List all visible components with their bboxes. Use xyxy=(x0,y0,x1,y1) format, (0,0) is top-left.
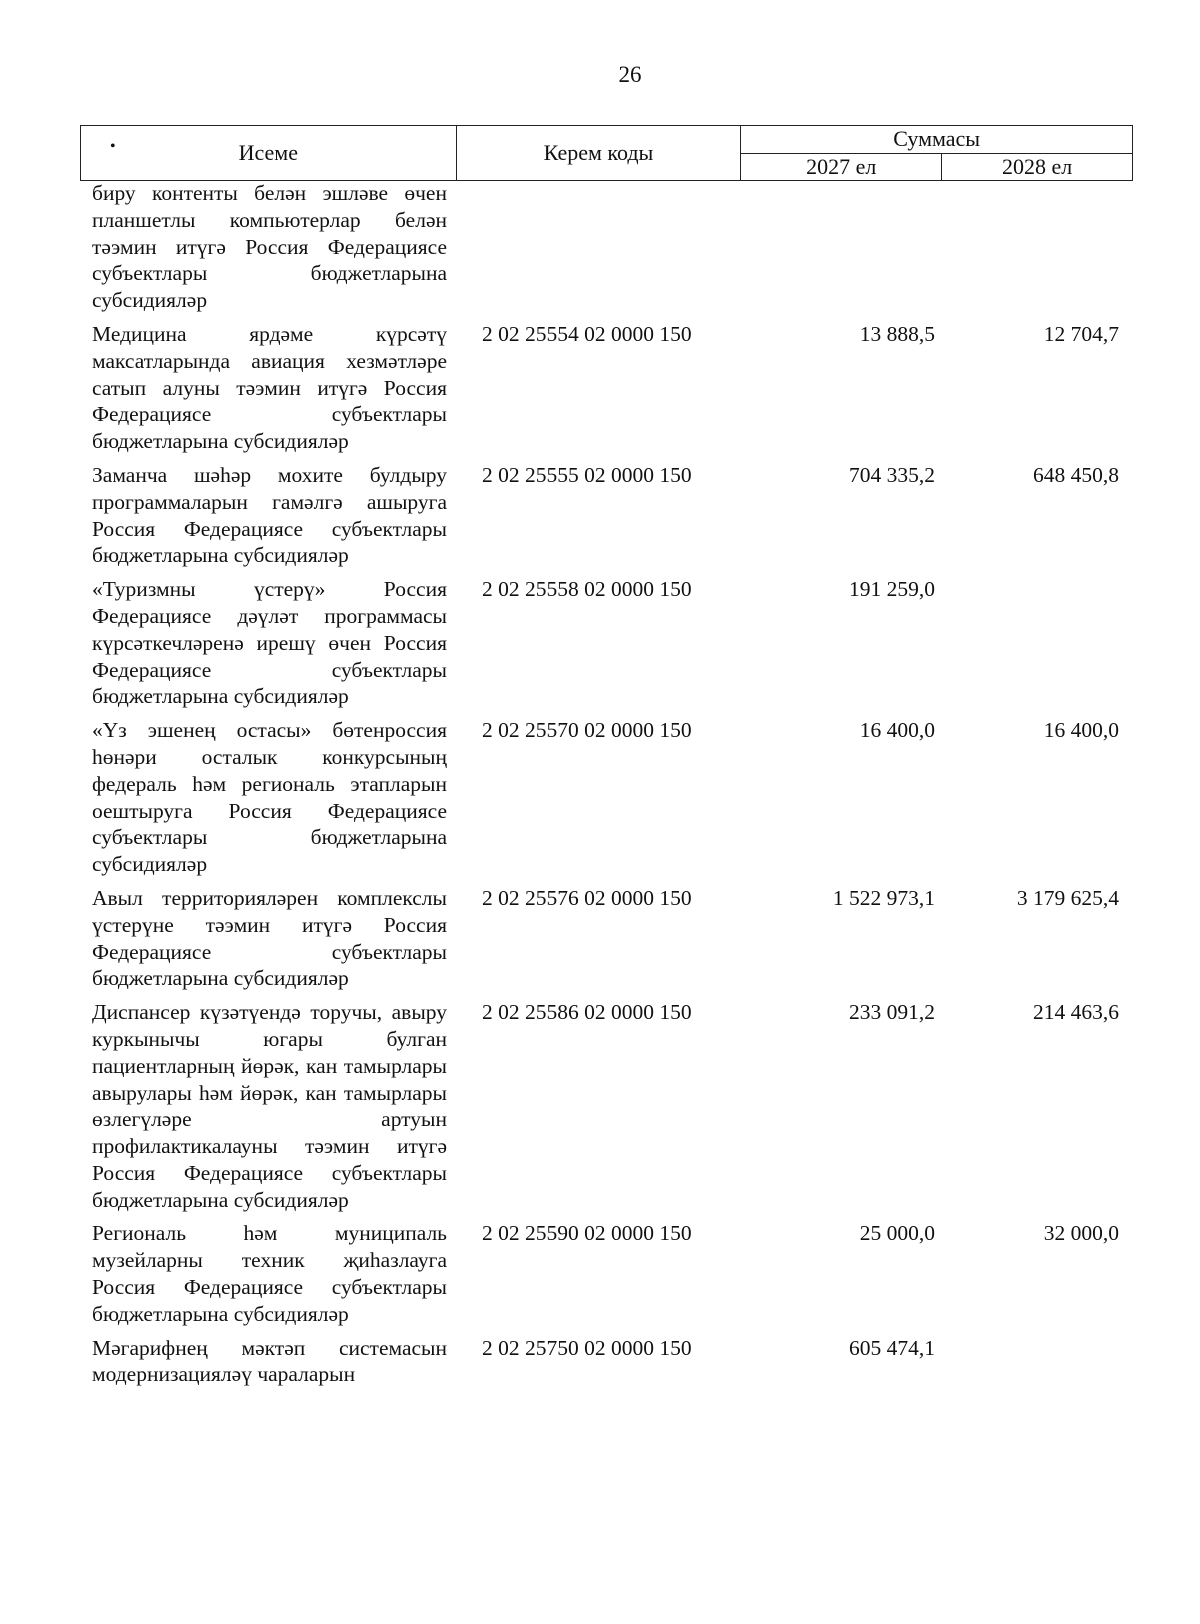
row-value-2028: 12 704,7 xyxy=(1043,321,1119,346)
row-code: 2 02 25570 02 0000 150 xyxy=(482,718,692,743)
row-code: 2 02 25590 02 0000 150 xyxy=(482,1221,692,1246)
row-value-2027: 191 259,0 xyxy=(849,577,935,602)
header-code: Керем коды xyxy=(456,126,741,181)
table-row xyxy=(0,1335,1200,1389)
row-value-2028: 648 450,8 xyxy=(1033,462,1119,487)
row-value-2028: 16 400,0 xyxy=(1043,718,1119,743)
table-row xyxy=(0,717,1200,878)
table-row xyxy=(0,1220,1200,1327)
header-year-2028: 2028 ел xyxy=(942,153,1133,181)
header-year-2027: 2027 ел xyxy=(741,153,942,181)
row-value-2027: 1 522 973,1 xyxy=(832,885,935,910)
row-name: Заманча шәһәр мохите булдыру программаларын гамәлгә ашыруга Россия Федерациясе субъектлары бюджетларына субсидияләр xyxy=(92,462,447,568)
table-row xyxy=(0,462,1200,569)
table-row xyxy=(0,321,1200,455)
table-row xyxy=(0,576,1200,710)
row-value-2028: 32 000,0 xyxy=(1043,1221,1119,1246)
row-value-2027: 16 400,0 xyxy=(859,718,935,743)
stray-dot-mark: • xyxy=(110,138,116,155)
row-value-2028: 214 463,6 xyxy=(1033,1000,1119,1025)
row-value-2027: 605 474,1 xyxy=(849,1335,935,1360)
table-body xyxy=(0,180,1200,1395)
page-number: 26 xyxy=(618,62,642,87)
row-name: Региональ һәм муниципаль музейларны техник җиһазлауга Россия Федерациясе субъектлары бюджетларына субсидияләр xyxy=(92,1221,447,1326)
row-value-2027: 704 335,2 xyxy=(849,462,935,487)
header-name: Исеме xyxy=(81,126,457,181)
row-name: Диспансер күзәтүендә торучы, авыру куркынычы югары булган пациентларның йөрәк, кан тамырлары авырулары һәм йөрәк, кан тамырлары өзлегүләре артуын профилактикалауны тәэмин итүгә Россия Федерациясе субъектлары бюджетларына субсидияләр xyxy=(92,1000,447,1212)
row-name: «Туризмны үстерү» Россия Федерациясе дәүләт программасы күрсәткечләренә ирешү өчен Россия Федерациясе субъектлары бюджетларына субсидияләр xyxy=(92,577,447,709)
row-value-2027: 25 000,0 xyxy=(859,1221,935,1246)
row-name: Авыл территорияләрен комплекслы үстерүне тәэмин итүгә Россия Федерациясе субъектлары бюджетларына субсидияләр xyxy=(92,885,447,991)
row-name: Медицина ярдәме күрсәтү максатларында авиация хезмәтләре сатып алуны тәэмин итүгә Россия Федерациясе субъектлары бюджетларына субсидияләр xyxy=(92,321,447,454)
table-header xyxy=(80,125,1133,181)
row-value-2027: 233 091,2 xyxy=(849,1000,935,1025)
row-code: 2 02 25750 02 0000 150 xyxy=(482,1335,692,1360)
table-row xyxy=(0,999,1200,1213)
row-code: 2 02 25558 02 0000 150 xyxy=(482,577,692,602)
header-sum: Суммасы xyxy=(741,126,1133,154)
table-row xyxy=(0,885,1200,992)
row-code: 2 02 25586 02 0000 150 xyxy=(482,1000,692,1025)
table-row xyxy=(0,180,1200,314)
row-value-2028: 3 179 625,4 xyxy=(1016,885,1119,910)
row-name: «Үз эшенең остасы» бөтенроссия һөнәри осталык конкурсының федераль һәм региональ этапларын оештыруга Россия Федерациясе субъектлары бюджетларына субсидияләр xyxy=(92,718,447,877)
row-code: 2 02 25555 02 0000 150 xyxy=(482,462,692,487)
row-code: 2 02 25576 02 0000 150 xyxy=(482,885,692,910)
row-code: 2 02 25554 02 0000 150 xyxy=(482,321,692,346)
row-name: Мәгарифнең мәктәп системасын модернизацияләү чараларын xyxy=(92,1335,447,1387)
row-name: биру контенты белән эшләве өчен планшетлы компьютерлар белән тәэмин итүгә Россия Федерациясе субъектлары бюджетларына субсидияләр xyxy=(92,181,447,313)
row-value-2027: 13 888,5 xyxy=(859,321,935,346)
